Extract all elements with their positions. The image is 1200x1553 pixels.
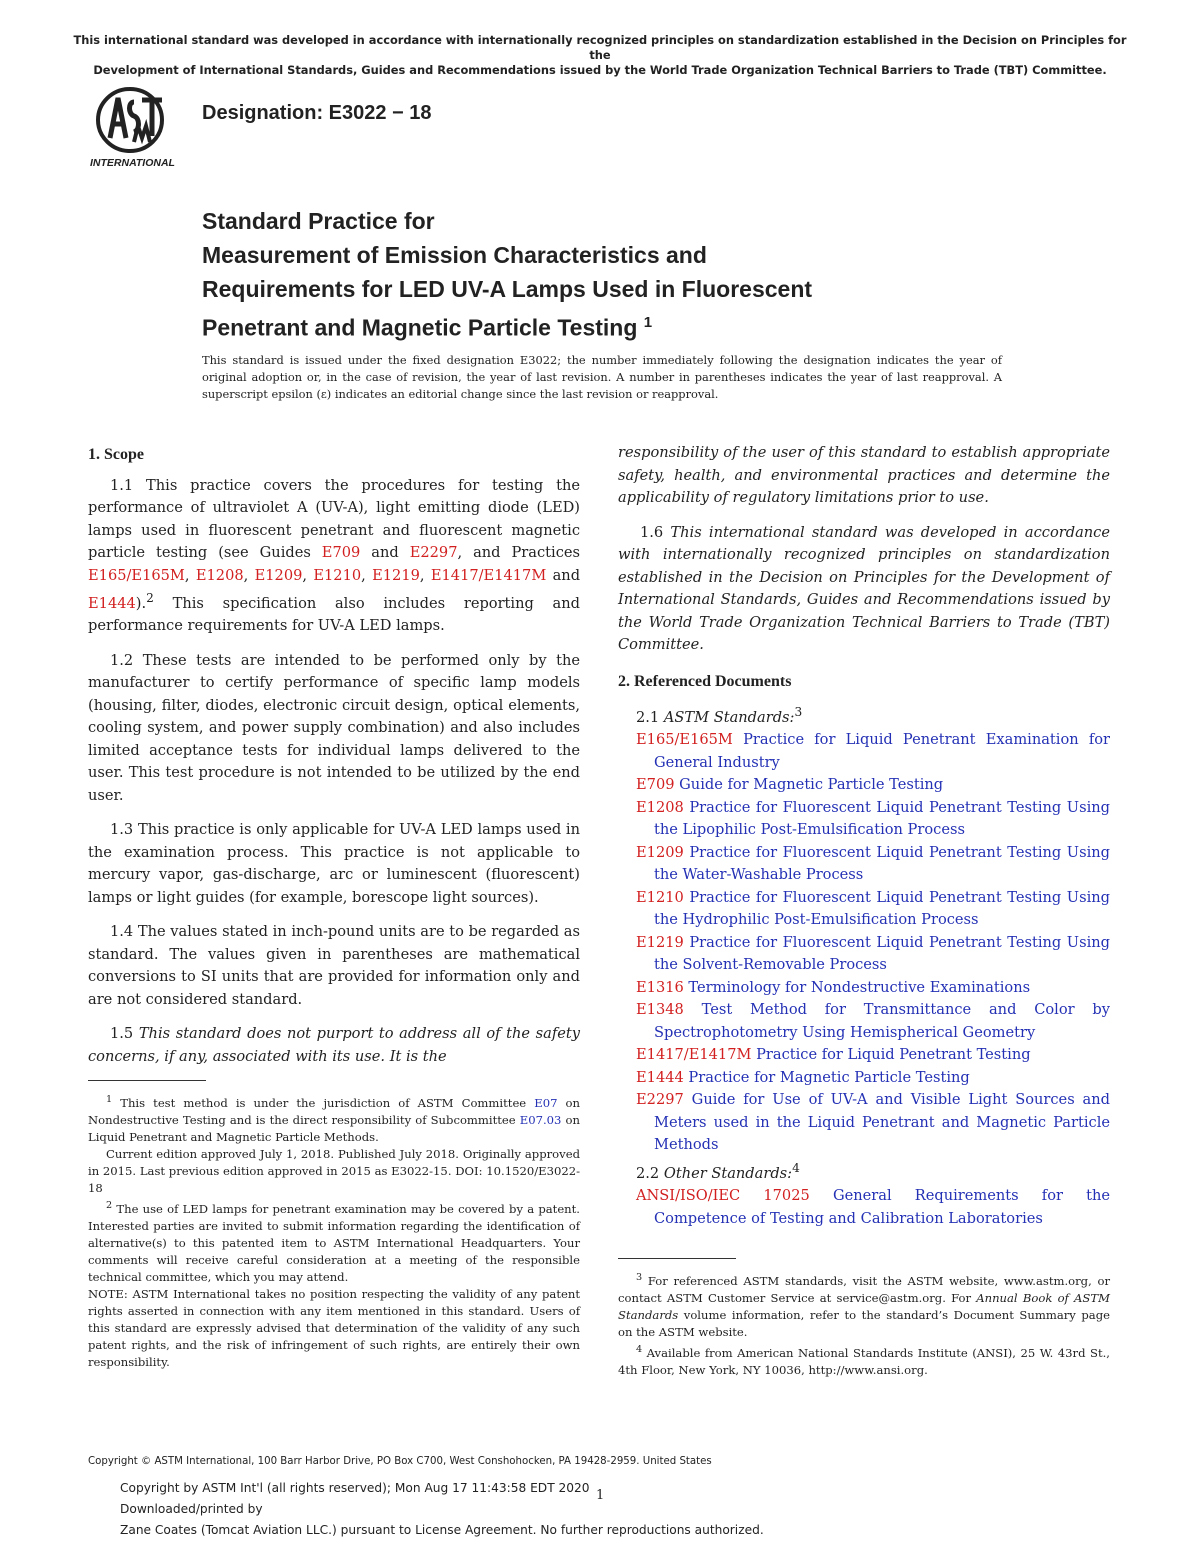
right-column [618,440,1110,1230]
footnote-1 [88,1091,580,1146]
download-line-3: Zane Coates (Tomcat Aviation LLC.) pursuant to License Agreement. No further reproductions authorized. [120,1523,764,1537]
wto-notice-line-1: This international standard was developed in accordance with internationally recognized principles on standardization established in the Decision on Principles for the [73,33,1127,62]
text-span: volume information, refer to the standard’s Document Summary page on the ASTM website. [618,1307,1110,1339]
footnote-ref-2[interactable]: 2 [146,591,154,605]
ref-title[interactable]: Practice for Fluorescent Liquid Penetrant Testing Using the Solvent-Removable Process [654,933,1110,974]
ref-title[interactable]: Test Method for Transmittance and Color by Spectrophotometry Using Hemispherical Geometry [654,1001,1110,1041]
section-referenced-heading: 2. Referenced Documents [618,672,792,690]
link-committee-e07[interactable]: E07 [534,1095,558,1110]
ref-item[interactable] [618,797,1110,842]
section-scope-heading: 1. Scope [88,446,144,463]
ref-item[interactable] [618,887,1110,932]
ref-item[interactable] [618,1089,1110,1157]
text-span: The use of LED lamps for penetrant examination may be covered by a patent. Interested parties are invited to submit information regarding the identification of alternative(s) to this patented item to ASTM International Headquarters. Your comments will receive careful consideration at a meeting of the responsible technical committee, which you may attend. [88,1201,580,1284]
text-span: This international standard was developed in accordance with internationally recognized principles on standardization established in the Decision on Principles for the Development of International Standards, Guides and Recommendations issued by the World Trade Organization Technical Barriers to Trade (TBT) Committee. [618,523,1110,653]
text-span: Other Standards: [663,1164,793,1182]
footnote-divider [88,1080,206,1081]
text-span: , [419,566,431,584]
title-line-1: Standard Practice for [202,208,435,234]
other-standards-label [636,1157,1110,1185]
ref-code[interactable]: ANSI/ISO/IEC 17025 [636,1187,810,1205]
ref-code[interactable]: E1210 [636,888,684,906]
ref-code[interactable]: E1417/E1417M [636,1046,752,1064]
scope-para-1-6 [618,522,1110,657]
page-number: 1 [596,1488,605,1503]
ref-title[interactable]: Practice for Fluorescent Liquid Penetrant Testing Using the Lipophilic Post-Emulsification Process [654,798,1110,839]
link-e709[interactable]: E709 [321,544,361,561]
title-line-4 [202,306,1102,345]
wto-notice [70,33,1130,78]
ref-item[interactable] [618,1044,1110,1067]
ref-code[interactable]: E1219 [636,933,684,951]
standard-issuance-note: This standard is issued under the fixed designation E3022; the number immediately following the designation indicates the year of original adoption or, in the case of revision, the year of last revision. A number in parentheses indicates the year of last reapproval. A superscript epsilon (ε) indicates an editorial change since the last revision or reapproval. [202,353,1002,401]
ref-code[interactable]: E165/E165M [636,731,733,749]
astm-logo [88,86,188,170]
left-column [88,440,580,1080]
copyright-line: Copyright © ASTM International, 100 Barr Harbor Drive, PO Box C700, West Conshohocken, PA 19428-2959. United States [88,1456,712,1467]
ref-item[interactable] [618,774,1110,797]
text-span: This standard does not purport to address all of the safety concerns, if any, associated with its use. It is the [88,1025,580,1065]
footnote-ref-4[interactable]: 4 [792,1160,800,1175]
text-span: Annual Book of ASTM Standards [618,1290,1110,1322]
scope-para-1-3: 1.3 This practice is only applicable for UV-A LED lamps used in the examination process. This practice is not applicable to mercury vapor, gas-discharge, arc or luminescent (fluorescent) lamps or light guides (for example, borescope light sources). [88,821,580,906]
footnote-4 [618,1341,1110,1379]
link-e165[interactable]: E165/E165M [88,566,185,584]
ref-item[interactable] [618,1067,1110,1090]
para-number: 1.6 [640,523,671,541]
link-subcommittee-e07-03[interactable]: E07.03 [519,1112,562,1127]
text-span: For referenced ASTM standards, visit the ASTM website, www.astm.org, or contact ASTM Customer Service at service@astm.org. For [618,1273,1110,1305]
footnote-mark: 4 [636,1343,643,1355]
designation: Designation: E3022 − 18 [202,102,432,124]
link-e1417[interactable]: E1417/E1417M [430,566,547,584]
scope-para-1-1 [88,475,580,638]
scope-para-1-4: 1.4 The values stated in inch-pound units are to be regarded as standard. The values given in parentheses are mathematical conversions to SI units that are provided for information only and are not considered standard. [88,923,580,1008]
text-span: and [546,566,581,584]
text-span: This specification also includes reporting and performance requirements for UV-A LED lamps. [88,594,580,635]
logo-international-text: INTERNATIONAL [90,157,175,169]
title-line-2: Measurement of Emission Characteristics and [202,242,707,268]
text-span: on Liquid Penetrant and Magnetic Particle Methods. [88,1112,580,1144]
ref-title[interactable]: Practice for Fluorescent Liquid Penetrant Testing Using the Water-Washable Process [654,843,1110,884]
ref-title[interactable]: Guide for Magnetic Particle Testing [674,776,944,794]
ref-code[interactable]: E1444 [636,1068,684,1086]
text-span: , [361,566,373,584]
ref-item-ansi[interactable] [618,1185,1110,1230]
text-span: Available from American National Standards Institute (ANSI), 25 W. 43rd St., 4th Floor, New York, NY 10036, http://www.ansi.org. [618,1345,1110,1377]
ref-title[interactable]: Practice for Fluorescent Liquid Penetrant Testing Using the Hydrophilic Post-Emulsification Process [654,888,1110,929]
footnote-1-edition: Current edition approved July 1, 2018. Published July 2018. Originally approved in 2015. Last previous edition approved in 2015 as E3022-15. DOI: 10.1520/E3022-18 [88,1146,580,1195]
link-e1208[interactable]: E1208 [195,566,244,584]
ref-code[interactable]: E1209 [636,843,684,861]
ref-title[interactable]: Guide for Use of UV-A and Visible Light Sources and Meters used in the Liquid Penetrant and Magnetic Particle Methods [654,1091,1110,1154]
text-span: , [302,566,314,584]
para-number: 1.5 [110,1025,139,1043]
title-line-3: Requirements for LED UV-A Lamps Used in Fluorescent [202,276,813,302]
ref-title[interactable]: Practice for Magnetic Particle Testing [683,1068,970,1086]
link-e1444[interactable]: E1444 [88,594,136,612]
footnote-mark: 2 [106,1199,113,1211]
link-e1209[interactable]: E1209 [254,566,303,584]
text-span: , [184,566,196,584]
document-title [202,204,1102,345]
footnote-ref-3[interactable]: 3 [794,705,803,719]
scope-para-1-2: 1.2 These tests are intended to be performed only by the manufacturer to certify performance of specific lamp models (housing, filter, diodes, electronic circuit design, optical elements, cooling system, and power supply combination) and also includes limited acceptance tests for individual lamps delivered to the user. This test procedure is not intended to be utilized by the end user. [88,651,580,804]
footnote-mark: 1 [106,1094,113,1105]
ref-item[interactable] [618,977,1110,1000]
text-span: 1.1 This practice covers the procedures for testing the performance of ultraviolet A (UV-A), light emitting diode (LED) lamps used in fluorescent penetrant and fluorescent magnetic particle testing (see Guides [88,476,580,561]
footnotes-right [618,1258,1110,1379]
ref-item[interactable] [618,999,1110,1044]
footnotes-left [88,1080,580,1371]
text-span: , and Practices [457,544,580,561]
text-span: ). [135,594,147,612]
ref-code[interactable]: E1316 [636,978,684,996]
scope-para-1-5-cont: responsibility of the user of this standard to establish appropriate safety, health, and environmental practices and determine the applicability of regulatory limitations prior to use. [618,444,1110,506]
wto-notice-line-2: Development of International Standards, Guides and Recommendations issued by the World Trade Organization Technical Barriers to Trade (TBT) Committee. [93,63,1107,77]
link-e2297[interactable]: E2297 [409,544,458,561]
download-line-2: Downloaded/printed by [120,1502,263,1516]
para-number: 2.2 [636,1164,664,1182]
footnote-3 [618,1269,1110,1341]
download-line-1: Copyright by ASTM Int'l (all rights reserved); Mon Aug 17 11:43:58 EDT 2020 [120,1481,590,1495]
footnote-2 [88,1197,580,1286]
astm-standards-list [618,729,1110,1157]
footnote-divider [618,1258,736,1259]
text-span: and [360,544,410,561]
ref-code[interactable]: E709 [636,776,675,794]
link-e1219[interactable]: E1219 [372,566,420,584]
text-span: , [243,566,255,584]
ref-code[interactable]: E1208 [636,798,684,816]
ref-item[interactable] [618,729,1110,774]
ref-code[interactable]: E2297 [636,1091,684,1109]
text-span: This test method is under the jurisdiction of ASTM Committee [112,1095,535,1110]
text-span: ASTM Standards: [663,708,795,726]
text-span: on Nondestructive Testing and is the direct responsibility of Subcommittee [88,1095,580,1127]
ref-code[interactable]: E1348 [636,1001,684,1019]
ref-item[interactable] [618,842,1110,887]
patent-note: NOTE: ASTM International takes no position respecting the validity of any patent rights asserted in connection with any item mentioned in this standard. Users of this standard are expressly advised that determination of the validity of any such patent rights, and the risk of infringement of such rights, are entirely their own responsibility. [88,1286,580,1369]
title-line-4-text: Penetrant and Magnetic Particle Testing [202,314,638,341]
ref-title[interactable]: General Requirements for the Competence of Testing and Calibration Laboratories [654,1187,1111,1227]
para-number: 2.1 [636,708,664,726]
footnote-mark: 3 [636,1272,643,1283]
ref-title[interactable]: Practice for Liquid Penetrant Testing [751,1046,1031,1064]
ref-title[interactable]: Practice for Liquid Penetrant Examination for General Industry [654,731,1110,771]
title-footnote-mark: 1 [643,314,653,331]
scope-para-1-5 [88,1023,580,1068]
ref-title[interactable]: Terminology for Nondestructive Examinations [683,978,1031,996]
astm-standards-label [636,701,1110,729]
download-stamp [120,1478,764,1541]
link-e1210[interactable]: E1210 [313,566,362,584]
ref-item[interactable] [618,932,1110,977]
